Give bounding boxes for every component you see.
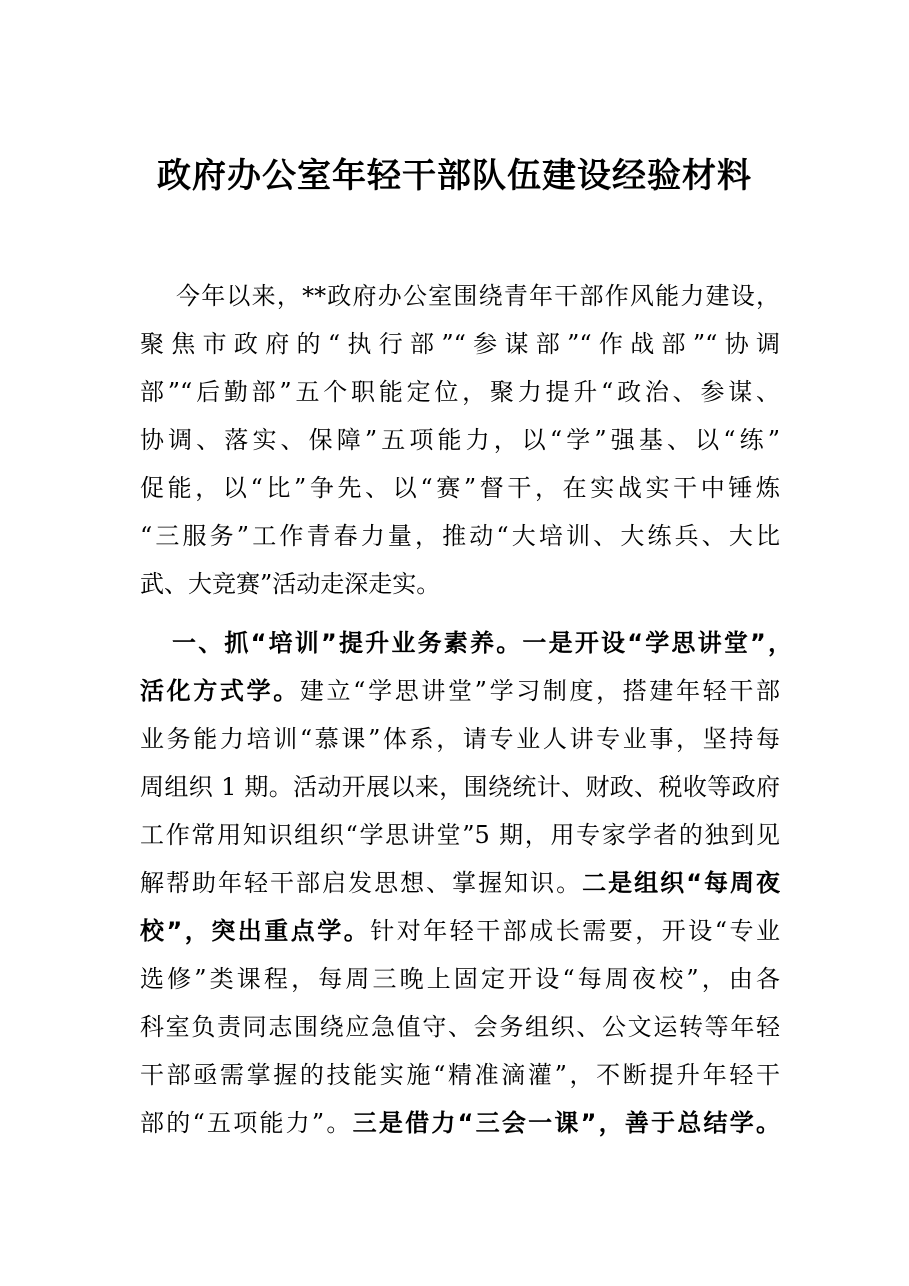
text-line: 业务能力培训“慕课”体系，请专业人讲专业事，坚持每 — [140, 725, 780, 753]
text-line: 协调、落实、保障”五项能力，以“学”强基、以“练” — [140, 426, 780, 454]
text-line: “三服务”工作青春力量，推动“大培训、大练兵、大比 — [140, 522, 780, 550]
text-line: 武、大竞赛”活动走深走实。 — [140, 570, 441, 598]
text-line: 今年以来，**政府办公室围绕青年干部作风能力建设， — [176, 282, 780, 310]
bold-phrase: 活化方式学。 — [140, 677, 300, 705]
text-span: 针对年轻干部成长需要，开设“专业 — [370, 917, 780, 945]
bold-phrase: 校”，突出重点学。 — [140, 917, 371, 945]
text-line — [140, 916, 780, 946]
section-heading: 一、抓“培训”提升业务素养。一是开设“学思讲堂”， — [172, 629, 792, 657]
text-line: 干部亟需掌握的技能实施“精准滴灌”，不断提升年轻干 — [140, 1061, 780, 1089]
document-title: 政府办公室年轻干部队伍建设经验材料 — [157, 156, 752, 196]
text-line: 聚焦市政府的“执行部”“参谋部”“作战部”“协调 — [140, 330, 780, 358]
text-line — [140, 1108, 780, 1138]
text-span: 建立“学思讲堂”学习制度，搭建年轻干部 — [299, 677, 781, 705]
text-span: 解帮助年轻干部启发思想、掌握知识。 — [140, 869, 583, 897]
text-span: 部的“五项能力”。 — [140, 1109, 353, 1137]
text-line — [140, 868, 780, 898]
text-line: 选修”类课程，每周三晚上固定开设“每周夜校”，由各 — [140, 965, 780, 993]
text-line: 部”“后勤部”五个职能定位，聚力提升“政治、参谋、 — [140, 378, 780, 406]
text-line: 科室负责同志围绕应急值守、会务组织、公文运转等年轻 — [140, 1013, 780, 1041]
text-line: 促能，以“比”争先、以“赛”督干，在实战实干中锤炼 — [140, 474, 780, 502]
text-line: 工作常用知识组织“学思讲堂”5 期，用专家学者的独到见 — [140, 821, 780, 849]
bold-phrase: 三是借力“三会一课”，善于总结学。 — [352, 1109, 780, 1137]
text-line — [140, 676, 780, 706]
text-line: 周组织 1 期。活动开展以来，围绕统计、财政、税收等政府 — [140, 773, 780, 801]
bold-phrase: 二是组织“每周夜 — [582, 869, 780, 897]
